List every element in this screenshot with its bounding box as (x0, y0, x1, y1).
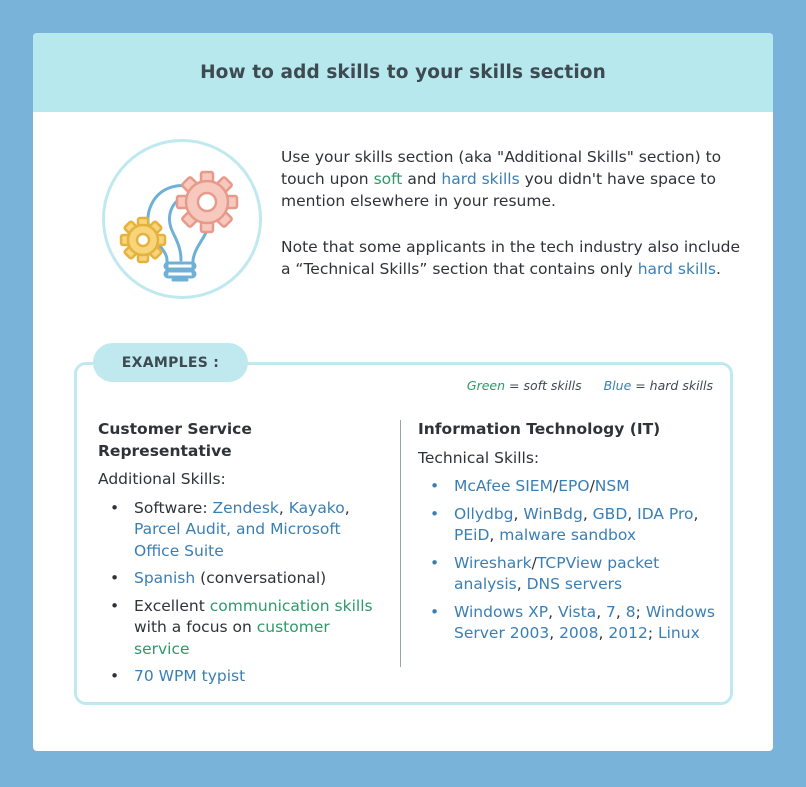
list-item (98, 666, 388, 688)
lightbulb-gears-icon (105, 142, 259, 296)
hard-skill: GBD (592, 504, 628, 523)
skill-text: with a focus on (134, 618, 257, 636)
soft-skill-term: soft (373, 170, 403, 188)
separator: , (582, 504, 593, 523)
intro-text-run: and (402, 170, 442, 188)
hard-skill: Parcel Audit, and Microsoft Office Suite (134, 520, 341, 560)
column-heading: Information Technology (IT) (418, 420, 661, 438)
hard-skill: 2012 (608, 624, 648, 642)
column-divider (400, 420, 401, 667)
intro-paragraph-1 (281, 146, 741, 212)
list-item (98, 498, 388, 563)
list-item (418, 504, 718, 547)
customer-service-column (98, 419, 388, 694)
separator: , (548, 602, 558, 621)
hard-skill: DNS servers (526, 575, 623, 593)
hard-skill: McAfee SIEM (454, 477, 553, 495)
skill-text: Software: (134, 498, 213, 517)
hard-skill: Linux (657, 624, 700, 642)
legend-green-desc: = soft skills (505, 378, 582, 393)
soft-skill: communication skills (209, 596, 373, 615)
skills-list (98, 498, 388, 688)
hard-skill: Ollydbg (454, 504, 514, 523)
hard-skill: TCPView packet analysis (454, 553, 660, 593)
page-title: How to add skills to your skills section (200, 62, 606, 83)
list-item (418, 602, 718, 645)
intro-text-run: . (715, 260, 721, 278)
column-subheading: Additional Skills: (98, 470, 226, 488)
hard-skill: Windows XP (454, 602, 549, 621)
skill-text: (conversational) (195, 569, 327, 587)
hard-skill: Zendesk (212, 498, 279, 517)
hard-skill: 8 (625, 602, 636, 621)
skill-text: Excellent (134, 596, 210, 615)
separator: , (596, 602, 607, 621)
hard-skill: Vista (557, 602, 597, 621)
separator: , (549, 624, 560, 642)
legend-blue-label: Blue (603, 378, 632, 393)
color-legend (423, 378, 713, 393)
hard-skill: IDA Pro (637, 504, 694, 523)
separator: ; (635, 602, 646, 621)
skills-list (418, 476, 718, 645)
separator: , (489, 526, 500, 544)
intro-paragraph-2 (281, 236, 741, 280)
intro-text-run: Note that some applicants in the tech industry also include a “Technical Skills” section that contains only (281, 238, 741, 278)
skill-text: , (278, 498, 289, 517)
separator: ; (647, 624, 658, 642)
column-heading: Customer Service Representative (98, 420, 252, 460)
separator: , (693, 504, 699, 523)
separator: / (531, 553, 537, 572)
hard-skill: WinBdg (523, 504, 583, 523)
separator: , (615, 602, 626, 621)
list-item (418, 553, 718, 596)
hard-skill: EPO (558, 477, 590, 495)
hard-skill: Wireshark (454, 553, 532, 572)
hard-skill: malware sandbox (499, 526, 637, 544)
legend-green-label: Green (466, 378, 506, 393)
hard-skill: 2008 (559, 624, 599, 642)
list-item (418, 476, 718, 498)
it-column (418, 419, 718, 651)
list-item (98, 568, 388, 590)
legend-blue-desc: = hard skills (631, 378, 713, 393)
hard-skill: Spanish (134, 569, 196, 587)
examples-tab: EXAMPLES : (93, 343, 248, 382)
skill-text: , (344, 498, 350, 517)
separator: , (513, 504, 524, 523)
hard-skill: 70 WPM typist (134, 667, 246, 685)
soft-skill: customer service (134, 618, 330, 658)
illustration-circle (102, 139, 262, 299)
hard-skill: NSM (594, 477, 630, 495)
separator: / (552, 477, 559, 495)
intro-text-run: you didn't have space to mention elsewhere in your resume. (281, 170, 716, 210)
list-item (98, 596, 388, 661)
hard-skill: Kayako (288, 498, 345, 517)
separator: , (516, 575, 527, 593)
hard-skill: 7 (606, 602, 616, 621)
separator: , (627, 504, 638, 523)
hard-skill: Windows Server 2003 (454, 602, 716, 642)
separator: , (598, 624, 609, 642)
separator: / (589, 477, 595, 495)
hard-skill-term: hard skills (637, 260, 716, 278)
infographic-card (33, 33, 773, 751)
hard-skill-term: hard skills (441, 170, 520, 188)
header-band (33, 33, 773, 112)
intro-text (281, 146, 741, 280)
column-subheading: Technical Skills: (418, 448, 540, 467)
intro-text-run: Use your skills section (aka "Additional Skills" section) to touch upon (281, 148, 722, 188)
hard-skill: PEiD (454, 526, 490, 544)
